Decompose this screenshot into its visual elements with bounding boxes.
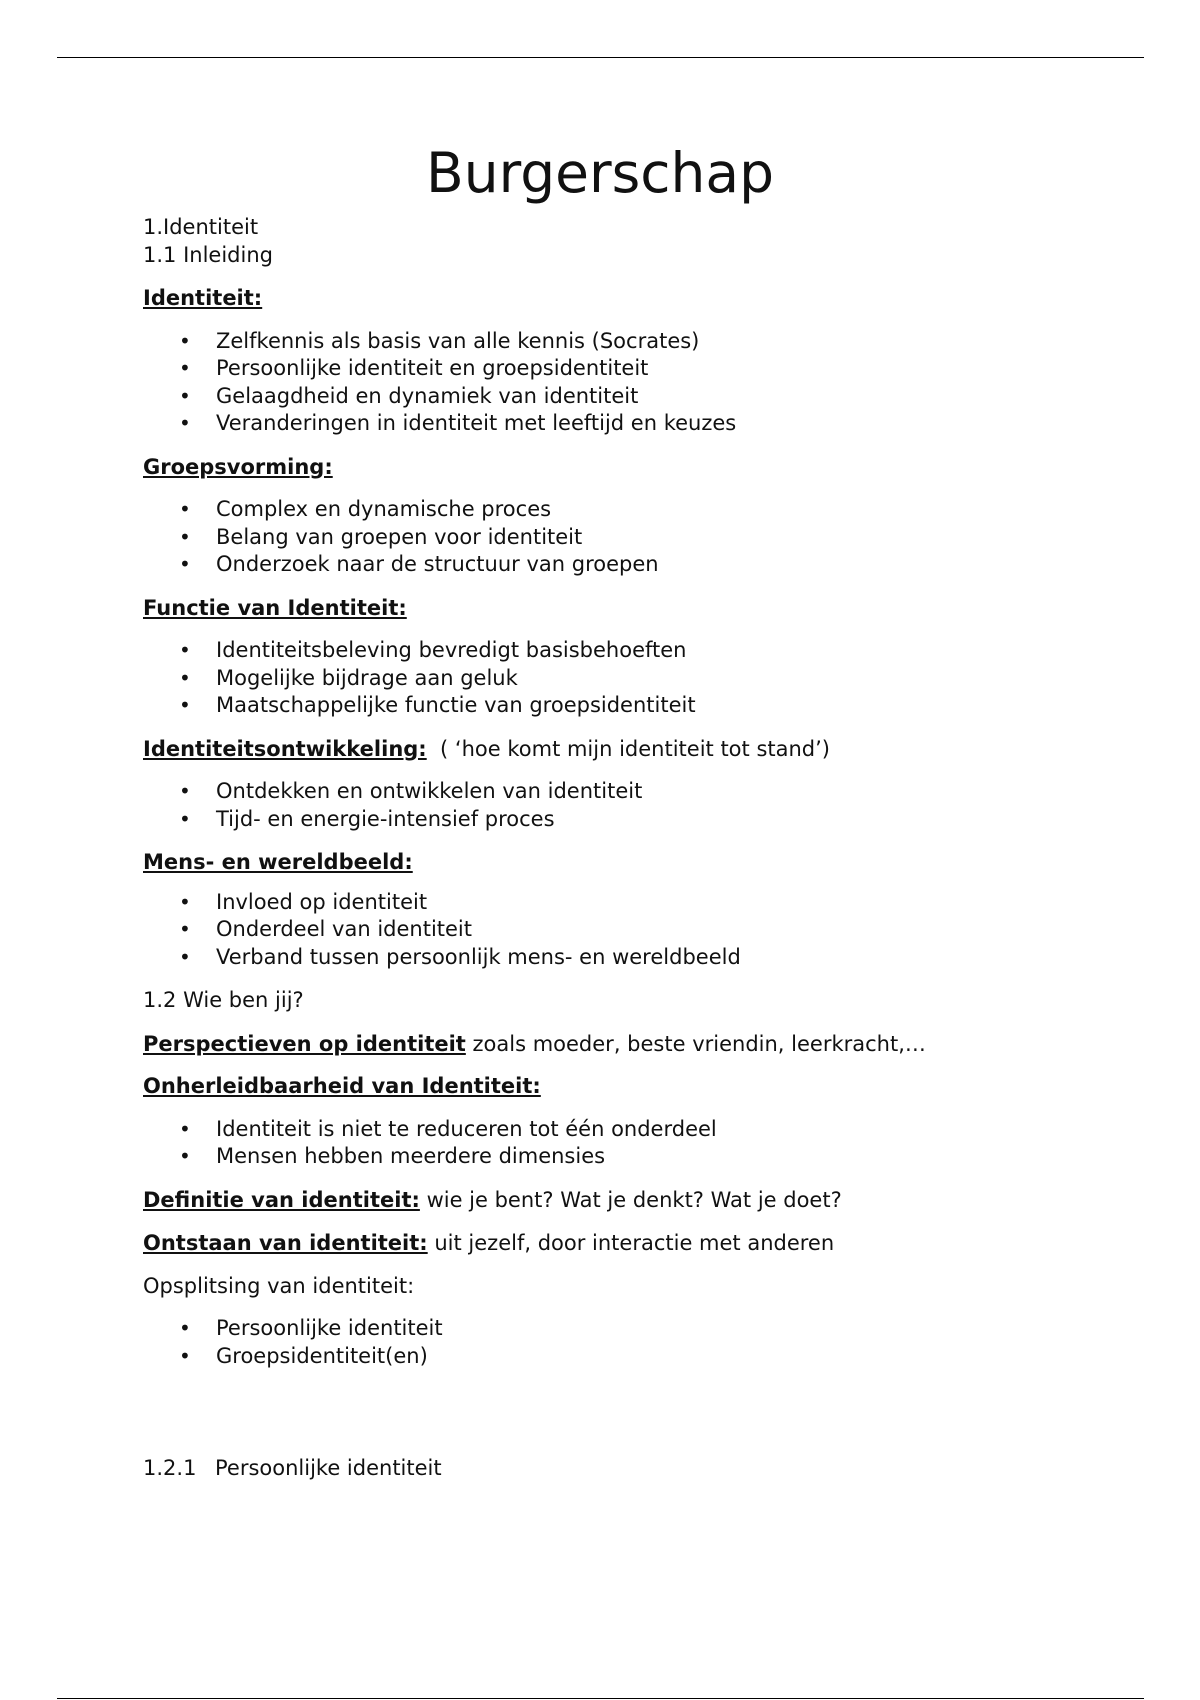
onherleidbaarheid-list	[143, 1116, 1103, 1171]
list-item	[143, 524, 1103, 552]
functie-list	[143, 637, 1103, 720]
bullet-icon: •	[179, 944, 191, 969]
list-item	[143, 1343, 1103, 1371]
bullet-icon: •	[179, 1343, 191, 1368]
bullet-icon: •	[179, 1144, 191, 1168]
functie-heading-text: Functie van Identiteit:	[143, 595, 407, 620]
functie-heading	[143, 595, 1103, 623]
ontwikkeling-heading	[143, 736, 1103, 764]
definitie-paragraph	[143, 1187, 1103, 1215]
bullet-icon: •	[179, 328, 191, 353]
list-item-text: Veranderingen in identiteit met leeftijd en keuzes	[216, 411, 737, 435]
ontwikkeling-list	[143, 778, 1103, 833]
list-item	[143, 551, 1103, 579]
list-item-text: Onderdeel van identiteit	[216, 917, 472, 941]
definitie-text: wie je bent? Wat je denkt? Wat je doet?	[419, 1187, 842, 1212]
list-item-text: Groepsidentiteit(en)	[216, 1343, 428, 1368]
identiteit-heading	[143, 285, 1103, 313]
ontwikkeling-heading-text: Identiteitsontwikkeling:	[143, 736, 427, 761]
section-heading-1-1: 1.1 Inleiding	[143, 242, 273, 267]
list-item	[143, 1143, 1103, 1171]
bullet-icon: •	[179, 917, 191, 941]
list-item-text: Mensen hebben meerdere dimensies	[216, 1144, 606, 1168]
list-item-text: Identiteitsbeleving bevredigt basisbehoeften	[216, 638, 687, 662]
list-item	[143, 665, 1103, 693]
list-item	[143, 383, 1103, 411]
list-item	[143, 1315, 1103, 1343]
bullet-icon: •	[179, 411, 191, 435]
section-heading-1-2: 1.2 Wie ben jij?	[143, 988, 304, 1012]
list-item	[143, 806, 1103, 834]
ontwikkeling-note: ( ‘hoe komt mijn identiteit tot stand’)	[426, 736, 830, 761]
identiteit-heading-text: Identiteit:	[143, 286, 263, 310]
mensbeeld-heading-text: Mens- en wereldbeeld:	[143, 850, 413, 874]
identiteit-list	[143, 328, 1103, 438]
list-item	[143, 1116, 1103, 1144]
list-item	[143, 496, 1103, 524]
list-item-text: Zelfkennis als basis van alle kennis (Socrates)	[216, 328, 700, 353]
list-item	[143, 637, 1103, 665]
bullet-icon: •	[179, 524, 191, 549]
list-item-text: Complex en dynamische proces	[216, 497, 552, 521]
bullet-icon: •	[179, 356, 191, 380]
page-title: Burgerschap	[426, 141, 774, 205]
header-rule	[57, 57, 1144, 58]
list-item-text: Verband tussen persoonlijk mens- en wereldbeeld	[216, 944, 741, 969]
spacer	[143, 1370, 1103, 1455]
perspectieven-text: zoals moeder, beste vriendin, leerkracht,…	[465, 1031, 926, 1056]
bullet-icon: •	[179, 383, 191, 408]
perspectieven-paragraph	[143, 1031, 1103, 1059]
list-item-text: Tijd- en energie-intensief proces	[216, 806, 555, 831]
bullet-icon: •	[179, 806, 191, 831]
list-item-text: Gelaagdheid en dynamiek van identiteit	[216, 383, 639, 408]
opsplitsing-list	[143, 1315, 1103, 1370]
list-item	[143, 778, 1103, 806]
groepsvorming-list	[143, 496, 1103, 579]
groepsvorming-heading-text: Groepsvorming:	[143, 454, 333, 479]
ontstaan-text: uit jezelf, door interactie met anderen	[427, 1231, 835, 1255]
perspectieven-heading-text: Perspectieven op identiteit	[143, 1031, 466, 1056]
list-item	[143, 916, 1103, 944]
list-item-text: Belang van groepen voor identiteit	[216, 524, 583, 549]
ontstaan-paragraph	[143, 1230, 1103, 1258]
list-item	[143, 328, 1103, 356]
list-item-text: Maatschappelijke functie van groepsidentiteit	[216, 693, 696, 717]
onherleidbaarheid-heading	[143, 1073, 1103, 1101]
list-item	[143, 944, 1103, 972]
list-item	[143, 692, 1103, 720]
list-item	[143, 889, 1103, 917]
list-item-text: Onderzoek naar de structuur van groepen	[216, 552, 659, 576]
section-heading-1-2-1	[143, 1455, 1103, 1483]
onherleidbaarheid-heading-text: Onherleidbaarheid van Identiteit:	[143, 1074, 541, 1098]
mensbeeld-heading	[143, 849, 1103, 877]
bullet-icon: •	[179, 638, 191, 662]
opsplitsing-label: Opsplitsing van identiteit:	[143, 1273, 415, 1298]
bullet-icon: •	[179, 1316, 191, 1340]
bullet-icon: •	[179, 889, 191, 914]
bullet-icon: •	[179, 693, 191, 717]
definitie-heading-text: Definitie van identiteit:	[143, 1187, 420, 1212]
mensbeeld-list	[143, 889, 1103, 972]
ontstaan-heading-text: Ontstaan van identiteit:	[143, 1231, 428, 1255]
section-number: 1.2.1	[143, 1456, 197, 1480]
list-item-text: Persoonlijke identiteit	[216, 1316, 443, 1340]
bullet-icon: •	[179, 497, 191, 521]
bullet-icon: •	[179, 665, 191, 690]
list-item-text: Invloed op identiteit	[216, 889, 428, 914]
groepsvorming-heading	[143, 454, 1103, 482]
bullet-icon: •	[179, 779, 191, 803]
document-body	[143, 214, 1103, 1483]
list-item-text: Ontdekken en ontwikkelen van identiteit	[216, 779, 643, 803]
list-item-text: Mogelijke bijdrage aan geluk	[216, 665, 518, 690]
list-item	[143, 410, 1103, 438]
footer-rule	[57, 1698, 1144, 1699]
chapter-heading: 1.Identiteit	[143, 215, 259, 239]
list-item-text: Identiteit is niet te reduceren tot één onderdeel	[216, 1116, 717, 1141]
section-title: Persoonlijke identiteit	[215, 1456, 442, 1480]
list-item-text: Persoonlijke identiteit en groepsidentiteit	[216, 356, 649, 380]
bullet-icon: •	[179, 1116, 191, 1141]
bullet-icon: •	[179, 552, 191, 576]
list-item	[143, 355, 1103, 383]
